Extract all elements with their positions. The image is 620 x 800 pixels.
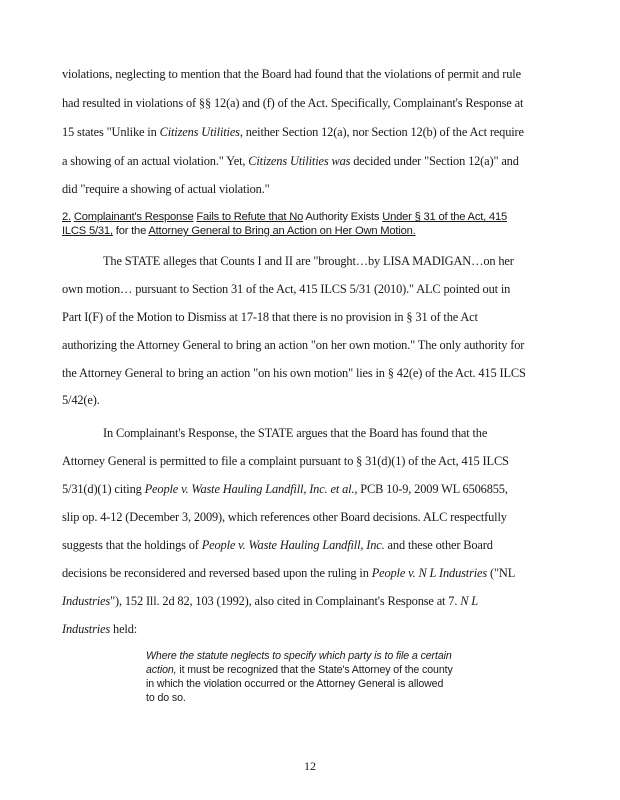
text-span: 15 states "Unlike in — [62, 125, 160, 139]
block-quote-line — [146, 678, 443, 691]
text-span: and these other Board — [384, 538, 493, 552]
quote-text: Where the statute neglects to specify which party is to file a certain — [146, 650, 452, 662]
text-span: decisions be reconsidered and reversed based upon the ruling in — [62, 566, 372, 580]
heading-text: Authority Exists — [303, 211, 383, 223]
case-citation: People v. Waste Hauling Landfill, Inc. et al. — [144, 482, 355, 496]
text-span: "), 152 Ill. 2d 82, 103 (1992), also cited in Complainant's Response at 7. — [110, 594, 461, 608]
text-span: decided under "Section 12(a)" and — [350, 154, 519, 168]
text-line — [103, 425, 487, 441]
case-citation: People v. N L Industries — [371, 566, 488, 580]
block-quote-line — [146, 664, 453, 677]
case-citation: Industries — [62, 594, 111, 608]
quote-text: action, — [146, 664, 177, 676]
text-span: Attorney General is permitted to file a complaint pursuant to § 31(d)(1) of the Act, 415 ILCS — [62, 454, 509, 468]
text-span: Part I(F) of the Motion to Dismiss at 17-18 that there is no provision in § 31 of the Act — [62, 310, 478, 324]
section-heading — [62, 210, 507, 224]
heading-text: Attorney General — [148, 225, 230, 237]
case-citation: Industries — [62, 622, 111, 636]
text-line — [62, 509, 507, 525]
case-citation: Citizens Utilities — [159, 125, 240, 139]
case-citation: People v. Waste Hauling Landfill, Inc. — [201, 538, 385, 552]
heading-text: Fails to Refute that No — [196, 211, 304, 223]
text-span: the Attorney General to bring an action "on his own motion" lies in § 42(e) of the Act. 415 ILCS — [62, 366, 526, 380]
text-span: ("NL — [487, 566, 516, 580]
text-line — [62, 95, 523, 111]
text-span: violations, neglecting to mention that the Board had found that the violations of permit and rule — [62, 67, 521, 81]
text-span: suggests that the holdings of — [62, 538, 202, 552]
text-line — [62, 481, 508, 497]
text-line — [62, 365, 526, 381]
quote-text: to do so. — [146, 692, 186, 704]
text-span: slip op. 4-12 (December 3, 2009), which references other Board decisions. ALC respectfully — [62, 510, 507, 524]
text-span: held: — [110, 622, 138, 636]
text-span: did "require a showing of actual violation." — [62, 182, 270, 196]
text-span: authorizing the Attorney General to bring an action "on her own motion." The only authority for — [62, 338, 525, 352]
quote-text: it must be recognized that the State's Attorney of the county — [176, 664, 453, 676]
text-line — [62, 181, 270, 197]
text-line — [62, 66, 521, 82]
heading-number: 2. — [62, 211, 71, 223]
emphasis-text: was — [328, 154, 351, 168]
heading-text: ILCS 5/31, — [62, 225, 113, 237]
text-line — [62, 621, 137, 637]
text-span: a showing of an actual violation." Yet, — [62, 154, 249, 168]
heading-text: for the — [112, 225, 149, 237]
block-quote-line — [146, 650, 452, 663]
heading-text: Under § 31 of the Act, 415 — [382, 211, 508, 223]
text-span: The STATE alleges that Counts I and II are "brought…by LISA MADIGAN…on her — [103, 254, 514, 268]
text-line — [62, 281, 510, 297]
text-line — [62, 537, 493, 553]
text-span: had resulted in violations of §§ 12(a) and (f) of the Act. Specifically, Complainant's Response at — [62, 96, 524, 110]
text-span: , PCB 10-9, 2009 WL 6506855, — [354, 482, 508, 496]
text-line — [62, 309, 478, 325]
text-span: In Complainant's Response, the STATE argues that the Board has found that the — [103, 426, 488, 440]
text-line — [62, 593, 478, 609]
text-line — [103, 253, 514, 269]
text-line — [62, 453, 509, 469]
text-line — [62, 392, 100, 408]
text-span: 5/42(e). — [62, 393, 100, 407]
case-citation: Citizens Utilities — [248, 154, 329, 168]
case-citation: N L — [460, 594, 479, 608]
page-number: 12 — [304, 759, 316, 773]
block-quote-line — [146, 692, 186, 705]
quote-text: in which the violation occurred or the Attorney General is allowed — [146, 678, 444, 690]
text-line — [62, 124, 524, 140]
heading-text: to Bring an Action on Her Own Motion. — [229, 225, 416, 237]
section-heading-line2 — [62, 224, 416, 238]
text-line — [62, 337, 524, 353]
text-span: own motion… pursuant to Section 31 of the Act, 415 ILCS 5/31 (2010)." ALC pointed out in — [62, 282, 511, 296]
text-span: 5/31(d)(1) citing — [62, 482, 145, 496]
heading-text: Complainant's Response — [73, 211, 194, 223]
text-line — [62, 565, 515, 581]
text-line — [62, 153, 519, 169]
text-span: , neither Section 12(a), nor Section 12(b) of the Act require — [239, 125, 524, 139]
